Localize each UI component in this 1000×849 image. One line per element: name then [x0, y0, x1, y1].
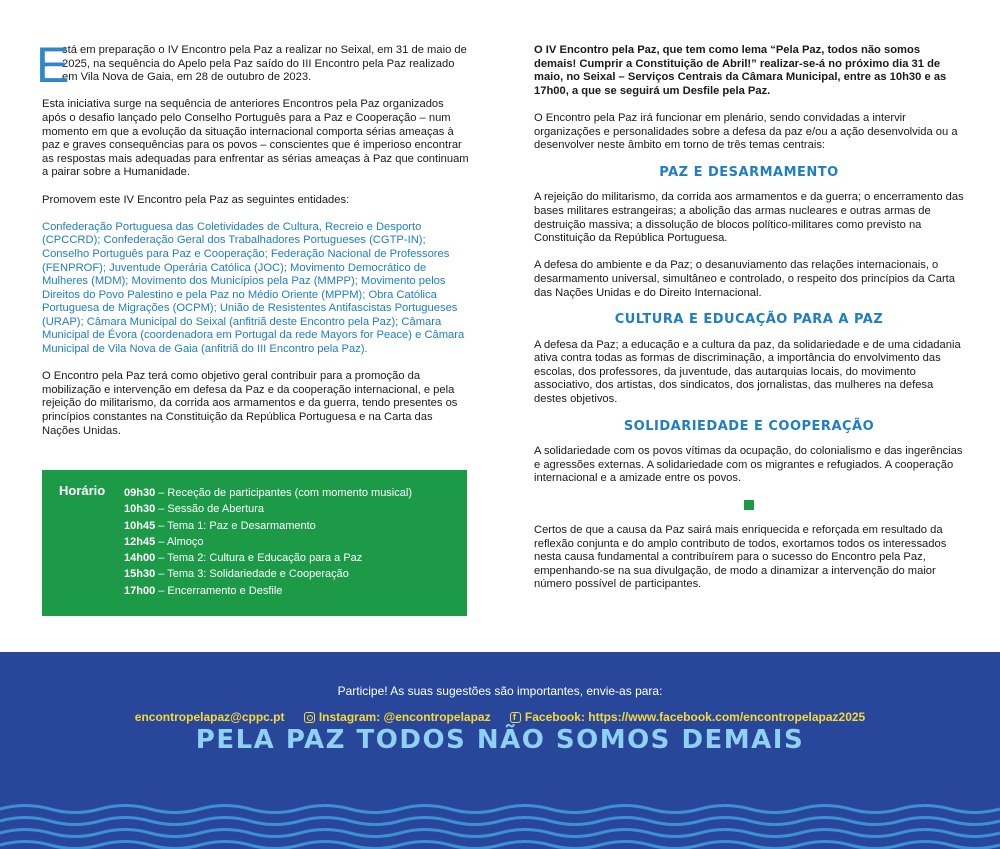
schedule-label: – Tema 3: Solidariedade e Cooperação	[155, 568, 349, 581]
schedule-time: 12h45	[124, 535, 156, 548]
facebook-link[interactable]	[510, 710, 865, 724]
schedule-item	[124, 485, 412, 501]
schedule-time: 10h30	[124, 503, 156, 516]
theme-2-paragraph: A defesa da Paz; a educação e a cultura da paz, da solidariedade e de uma cidadania ativa contra todas as formas de discriminação, a importância do envolvimento das escolas, dos professores, da juventude, das autarquias locais, do movimento associativo, dos artistas, dos sindicatos, dos jornalistas, das mulheres na defesa destes objetivos.	[534, 338, 961, 406]
schedule-item	[124, 583, 412, 599]
format-paragraph: O Encontro pela Paz irá funcionar em plenário, sendo convidadas a intervir organizações e personalidades sobre a defesa da paz e/ou a ação desenvolvida ou a desenvolver neste âmbito em torno de três temas centrais:	[534, 111, 958, 152]
theme-1-paragraph-1: A rejeição do militarismo, da corrida aos armamentos e da guerra; o encerramento das bases militares estrangeiras; a abolição das armas nucleares e outras armas de destruição massiva; a dissolução de blocos político-militares como previsto na Constituição da República Portuguesa.	[534, 191, 964, 245]
schedule-time: 10h45	[124, 519, 156, 532]
right-column	[534, 44, 964, 592]
left-column	[36, 37, 470, 438]
wave-decoration	[0, 769, 1000, 849]
theme-1-paragraph-2: A defesa do ambiente e da Paz; o desanuviamento das relações internacionais, o desarmamento universal, simultâneo e controlado, o respeito dos princípios da Carta das Nações Unidas e do Direito Internacional.	[534, 259, 956, 299]
schedule-list	[124, 485, 412, 599]
schedule-item	[124, 550, 412, 566]
schedule-label: – Sessão de Abertura	[155, 503, 265, 516]
schedule-time: 17h00	[124, 584, 156, 597]
schedule-box	[42, 470, 467, 616]
schedule-label: – Encerramento e Desfile	[155, 584, 283, 597]
footer-contacts	[0, 711, 1000, 725]
instagram-icon	[304, 712, 315, 723]
instagram-link[interactable]	[304, 710, 491, 724]
schedule-label: – Tema 1: Paz e Desarmamento	[155, 519, 316, 532]
schedule-time: 14h00	[124, 552, 156, 565]
lead-paragraph: O IV Encontro pela Paz, que tem como lema “Pela Paz, todos não somos demais! Cumprir a Constituição de Abril!” realizar-se-á no próximo dia 31 de maio, no Seixal – Serviços Centrais da Câmara Municipal, entre as 10h30 e as 17h00, a que se seguirá um Desfile pela Paz.	[534, 44, 947, 97]
schedule-item	[124, 566, 412, 582]
promoters-heading: Promovem este IV Encontro pela Paz as seguintes entidades:	[42, 193, 350, 206]
drop-cap: E	[36, 37, 70, 93]
schedule-label: – Receção de participantes (com momento musical)	[155, 487, 412, 499]
theme-3-title: SOLIDARIEDADE E COOPERAÇÃO	[623, 418, 875, 434]
footer-invite: Participe! As suas sugestões são importantes, envie-as para:	[337, 684, 663, 698]
schedule-label: – Almoço	[155, 535, 204, 548]
theme-2-title: CULTURA E EDUCAÇÃO PARA A PAZ	[614, 312, 884, 328]
intro-text: stá em preparação o IV Encontro pela Paz a realizar no Seixal, em 31 de maio de 2025, na sequência do Apelo pela Paz saído do III Encontro pela Paz realizado em Vila Nova de Gaia, em 28 de outubro de 2023.	[62, 44, 467, 84]
intro-paragraph	[36, 37, 470, 93]
slogan: PELA PAZ TODOS NÃO SOMOS DEMAIS	[195, 725, 805, 755]
facebook-text: Facebook: https://www.facebook.com/encontropelapaz2025	[524, 710, 866, 724]
theme-1-title: PAZ E DESARMAMENTO	[659, 164, 839, 180]
schedule-item	[124, 518, 412, 534]
theme-3-paragraph: A solidariedade com os povos vítimas da ocupação, do colonialismo e das ingerências e agressões externas. A solidariedade com os migrantes e refugiados. A cooperação internacional e a amizade entre os povos.	[534, 445, 963, 485]
objective-paragraph: O Encontro pela Paz terá como objetivo geral contribuir para a promoção da mobilização e intervenção em defesa da Paz e da cooperação internacional, e pela rejeição do militarismo, da corrida aos armamentos e da guerra, tendo presentes os princípios constantes na Constituição da República Portuguesa e na Carta das Nações Unidas.	[42, 370, 458, 437]
facebook-icon	[510, 712, 521, 723]
closing-paragraph: Certos de que a causa da Paz sairá mais enriquecida e reforçada em resultado da reflexão conjunta e do amplo contributo de todos, exortamos todos os interessados nesta causa fundamental a contribuírem para o sucesso do Encontro pela Paz, empenhando-se na sua divulgação, de modo a dinamizar a intervenção do maior número possível de participantes.	[534, 524, 947, 591]
email-link[interactable]: encontropelapaz@cppc.pt	[134, 710, 285, 724]
footer-banner	[0, 652, 1000, 849]
schedule-item	[124, 501, 412, 517]
schedule-title: Horário	[59, 483, 106, 498]
schedule-time: 15h30	[124, 568, 156, 581]
schedule-time: 09h30	[124, 487, 156, 499]
instagram-text: Instagram: @encontropelapaz	[318, 710, 491, 724]
schedule-label: – Tema 2: Cultura e Educação para a Paz	[155, 552, 363, 565]
promoters-list: Confederação Portuguesa das Coletividades de Cultura, Recreio e Desporto (CPCCRD); Confederação Geral dos Trabalhadores Portugueses (CGTP-IN); Conselho Português para Paz e Cooperação; Federação Nacional de Professores (FENPROF); Juventude Operária Católica (JOC); Movimento Democrático de Mulheres (MDM); Movimento dos Municípios pela Paz (MMPP); Movimento pelos Direitos do Povo Palestino e pela Paz no Médio Oriente (MPPM); Obra Católica Portuguesa de Migrações (OCPM); União de Resistentes Antifascistas Portugueses (URAP); Câmara Municipal do Seixal (anfitriã deste Encontro pela Paz); Câmara Municipal de Évora (coordenadora em Portugal da rede Mayors for Peace) e Câmara Municipal de Vila Nova de Gaia (anfitriã do III Encontro pela Paz).	[42, 220, 465, 356]
context-paragraph: Esta iniciativa surge na sequência de anteriores Encontros pela Paz organizados após o desafio lançado pelo Conselho Português para a Paz e Cooperação – num momento em que a evolução da situação internacional comporta sérias ameaças à paz e graves consequências para os povos – conscientes que é imperioso encontrar as respostas mais adequadas para enfrentar as sérias ameaças à Paz que continuam a pairar sobre a Humanidade.	[42, 98, 469, 179]
green-square-divider	[744, 500, 754, 510]
schedule-item	[124, 534, 412, 550]
